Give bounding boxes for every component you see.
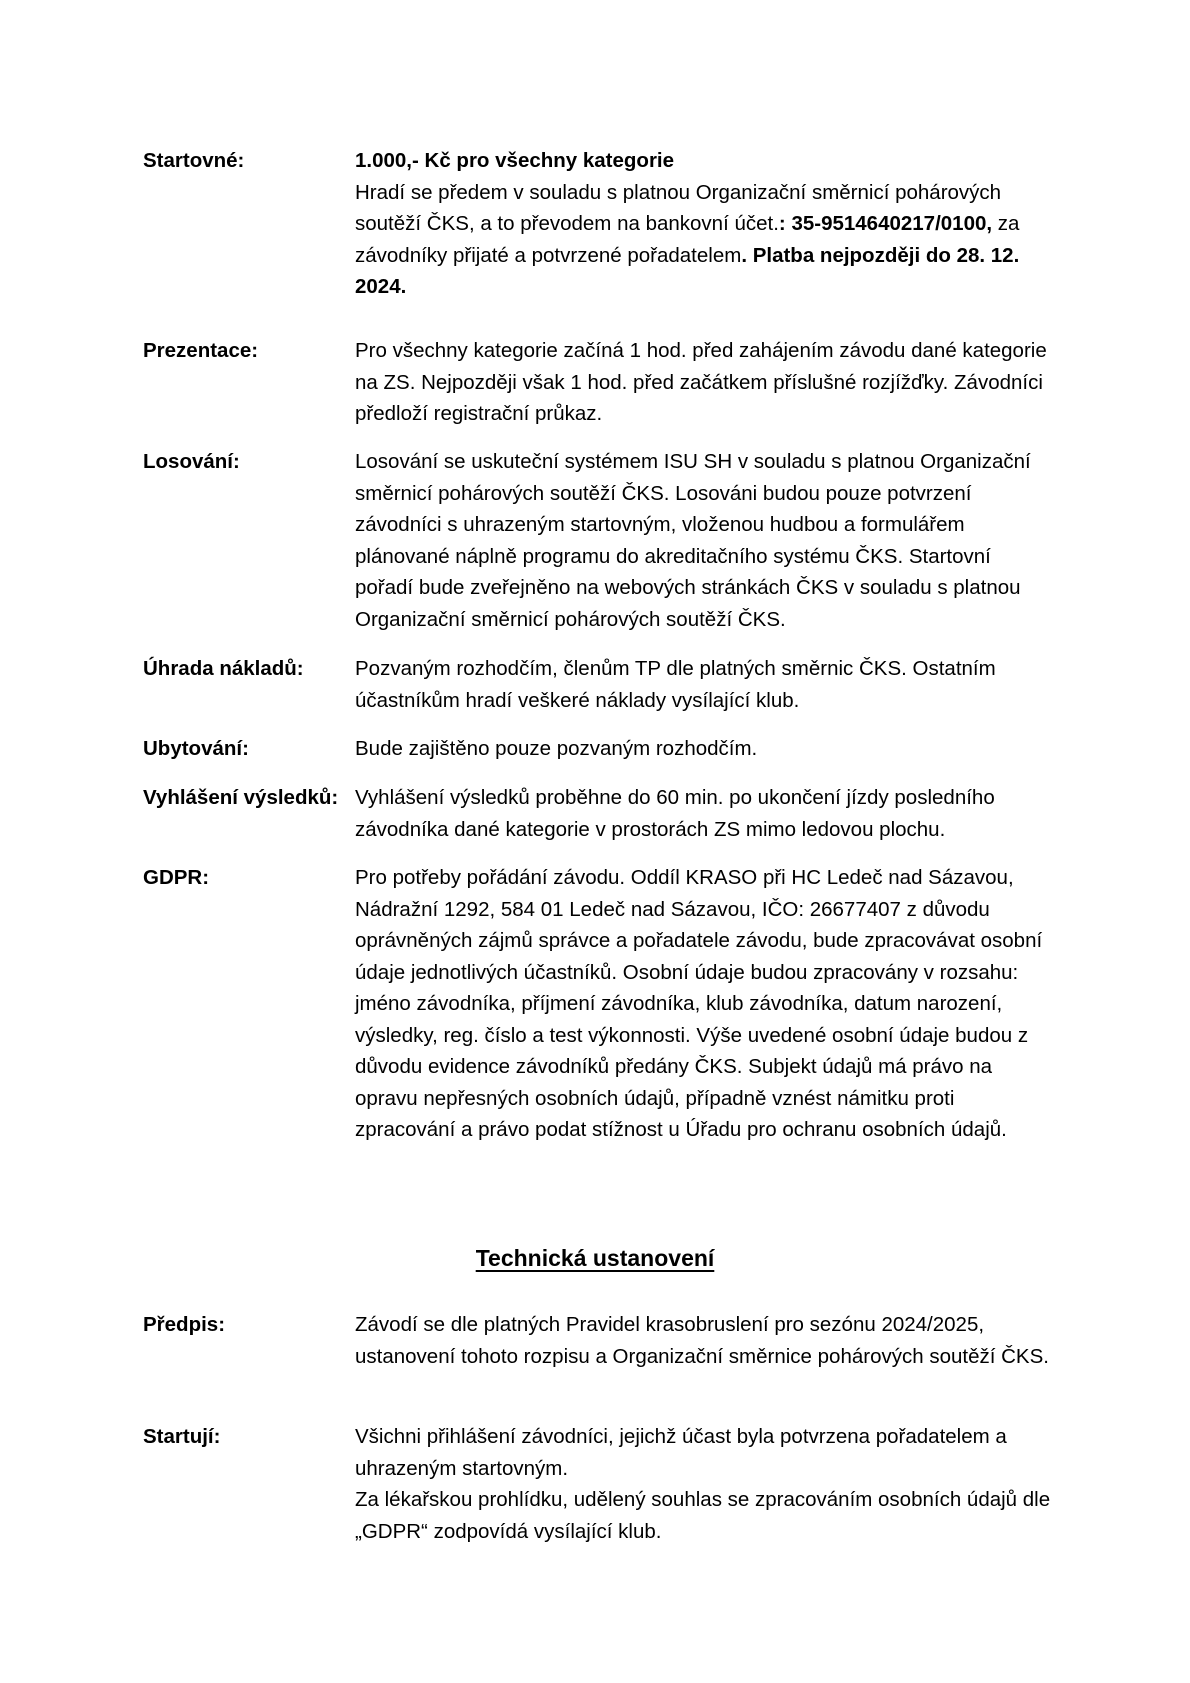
prezentace-label: Prezentace: [143,339,259,362]
startovne-text-a: Hradí se předem v souladu s platnou Organizační směrnicí pohárových soutěží ČKS, a to převodem na bankovní účet. [355,180,1002,235]
section-ubytovani [143,733,1053,765]
ubytovani-text: Bude zajištěno pouze pozvaným rozhodčím. [355,737,758,760]
predpis-text: Závodí se dle platných Pravidel krasobruslení pro sezónu 2024/2025, ustanovení tohoto rozpisu a Organizační směrnice pohárových soutěží ČKS. [355,1313,1049,1368]
predpis-label: Předpis: [143,1313,226,1336]
section-startuji [143,1421,1053,1547]
gdpr-text: Pro potřeby pořádání závodu. Oddíl KRASO při HC Ledeč nad Sázavou, Nádražní 1292, 584 01 Ledeč nad Sázavou, IČO: 26677407 z důvodu oprávněných zájmů správce a pořadatele závodu, bude zpracovávat osobní údaje jednotlivých účastníků. Osobní údaje budou zpracovány v rozsahu: jméno závodníka, příjmení závodníka, klub závodníka, datum narození, výsledky, reg. číslo a test výkonnosti. Výše uvedené osobní údaje budou z důvodu evidence závodníků předány ČKS. Subjekt údajů má právo na opravu nepřesných osobních údajů, případně vznést námitku proti zpracování a právo podat stížnost u Úřadu pro ochranu osobních údajů. [355,866,1043,1141]
startovne-payment-text [355,177,1053,303]
startuji-content [355,1421,1053,1547]
startovne-deadline: . Platba nejpozději do 28. 12. 2024. [355,243,1020,298]
technical-heading-text: Technická ustanovení [475,1245,715,1271]
startuji-text-2: Za lékařskou prohlídku, udělený souhlas se zpracováním osobních údajů dle „GDPR“ zodpovídá vysílající klub. [355,1488,1051,1543]
vyhlaseni-text: Vyhlášení výsledků proběhne do 60 min. po ukončení jízdy posledního závodníka dané kategorie v prostorách ZS mimo ledovou plochu. [355,786,995,841]
section-prezentace [143,335,1053,430]
losovani-text: Losování se uskuteční systémem ISU SH v souladu s platnou Organizační směrnicí pohárových soutěží ČKS. Losováni budou pouze potvrzení závodníci s uhrazeným startovným, vloženou hudbou a formulářem plánované náplně programu do akreditačního systému ČKS. Startovní pořadí bude zveřejněno na webových stránkách ČKS v souladu s platnou Organizační směrnicí pohárových soutěží ČKS. [355,450,1031,631]
startovne-label: Startovné: [143,149,245,172]
gdpr-label: GDPR: [143,866,210,889]
startovne-account: : 35-9514640217/0100, [778,212,993,235]
section-predpis [143,1309,1053,1372]
prezentace-text: Pro všechny kategorie začíná 1 hod. před zahájením závodu dané kategorie na ZS. Nejpozději však 1 hod. před začátkem příslušné rozjížďky. Závodníci předloží registrační průkaz. [355,339,1047,425]
section-losovani [143,446,1053,635]
uhrada-label: Úhrada nákladů: [143,657,304,680]
section-vyhlaseni [143,782,1053,845]
vyhlaseni-label: Vyhlášení výsledků: [143,786,339,809]
losovani-label: Losování: [143,450,240,473]
startovne-content [355,145,1053,303]
technical-heading [0,1241,1190,1275]
section-startovne [143,145,1053,303]
startovne-text-b: za závodníky přijaté a potvrzené pořadatelem [355,212,1020,267]
ubytovani-label: Ubytování: [143,737,249,760]
uhrada-text: Pozvaným rozhodčím, členům TP dle platných směrnic ČKS. Ostatním účastníkům hradí veškeré náklady vysílající klub. [355,657,996,712]
startuji-text-1: Všichni přihlášení závodníci, jejichž účast byla potvrzena pořadatelem a uhrazeným startovným. [355,1425,1007,1480]
section-uhrada [143,653,1053,716]
section-gdpr [143,862,1053,1146]
startovne-fee: 1.000,- Kč pro všechny kategorie [355,149,675,172]
startuji-label: Startují: [143,1425,221,1448]
